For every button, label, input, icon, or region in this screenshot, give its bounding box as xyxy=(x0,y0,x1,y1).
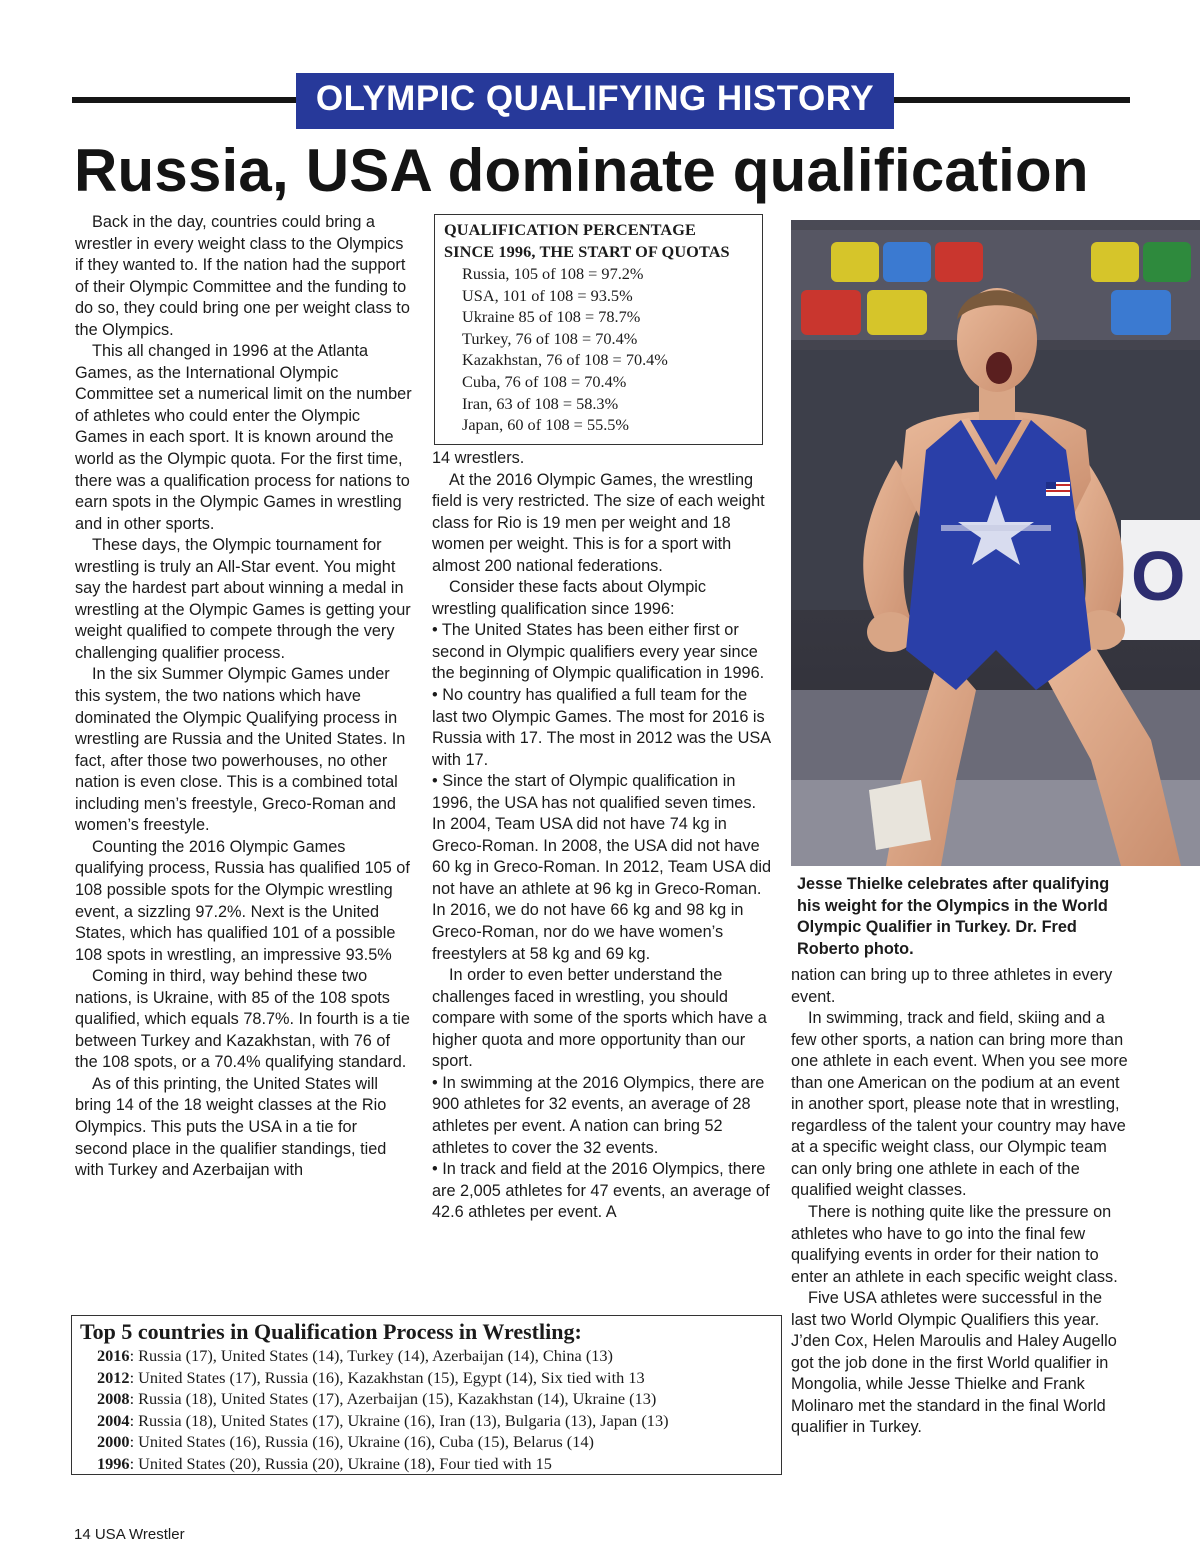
paragraph: Counting the 2016 Olympic Games qualifying process, Russia has qualified 105 of 108 possible spots for the Olympic wrestling event, a sizzling 97.2%. Next is the United States, which has qualified 101 of a possible 108 spots in wrestling, an impressive 93.5% xyxy=(75,837,410,964)
bullet-paragraph: • In swimming at the 2016 Olympics, there are 900 athletes for 32 events, an average of 28 athletes per event. A nation can bring 52 athletes to cover the 32 events. xyxy=(432,1073,765,1157)
qualification-percentage-box xyxy=(434,214,763,445)
top5-row xyxy=(79,1388,781,1410)
top5-year: 1996 xyxy=(97,1453,130,1473)
qual-row: Kazakhstan, 76 of 108 = 70.4% xyxy=(462,350,668,370)
page-footer: 14 USA Wrestler xyxy=(74,1526,185,1543)
top5-countries: : United States (16), Russia (16), Ukraine (16), Cuba (15), Belarus (14) xyxy=(129,1432,594,1452)
qual-row: Iran, 63 of 108 = 58.3% xyxy=(462,393,619,413)
top5-row xyxy=(79,1345,781,1367)
paragraph: These days, the Olympic tournament for wrestling is truly an All-Star event. You might say the hardest part about winning a medal in wrestling at the Olympic Games is getting your weight qualified to compete through the very challenging qualifier process. xyxy=(75,536,411,662)
top5-countries: : United States (17), Russia (16), Kazakhstan (15), Egypt (14), Six tied with 13 xyxy=(129,1367,645,1387)
qual-row: Turkey, 76 of 108 = 70.4% xyxy=(462,328,638,348)
top5-countries: : Russia (17), United States (14), Turkey (14), Azerbaijan (14), China (13) xyxy=(129,1346,613,1365)
top5-year: 2000 xyxy=(97,1432,130,1452)
header-rule-left xyxy=(72,97,300,103)
top5-year: 2004 xyxy=(97,1410,130,1430)
bullet-paragraph: • The United States has been either first or second in Olympic qualifiers every year since the beginning of Olympic qualification in 1996. xyxy=(432,621,765,683)
paragraph: This all changed in 1996 at the Atlanta Games, as the International Olympic Committee set a numerical limit on the number of athletes who could enter the Olympic Games in each sport. It is known around the world as the Olympic quota. For the first time, there was a qualification process for nations to earn spots in the Olympic Games in wrestling and in other sports. xyxy=(75,342,412,533)
bullet-paragraph: • Since the start of Olympic qualification in 1996, the USA has not qualified seven times. In 2004, Team USA did not have 74 kg in Greco-Roman. In 2008, the USA did not have 60 kg in Greco-Roman. In 2012, Team USA did not have an athlete at 96 kg in Greco-Roman. In 2016, we do not have 66 kg and 98 kg in Greco-Roman, nor do we have women’s freestylers at 58 kg and 69 kg. xyxy=(432,772,772,963)
qual-box-title-line1: QUALIFICATION PERCENTAGE xyxy=(444,220,696,239)
header-rule-right xyxy=(894,97,1130,103)
qual-row: USA, 101 of 108 = 93.5% xyxy=(462,285,633,305)
top5-countries: : United States (20), Russia (20), Ukraine (18), Four tied with 15 xyxy=(129,1453,552,1473)
top5-countries: : Russia (18), United States (17), Ukraine (16), Iran (13), Bulgaria (13), Japan (13) xyxy=(129,1410,669,1430)
qual-row: Ukraine 85 of 108 = 78.7% xyxy=(462,307,641,327)
top5-year: 2012 xyxy=(97,1367,130,1387)
svg-text:O: O xyxy=(1131,537,1186,615)
paragraph: In order to even better understand the challenges faced in wrestling, you should compare with some of the sports which have a higher quota and more opportunity than our sport. xyxy=(432,966,767,1071)
top5-countries-box xyxy=(71,1315,782,1475)
qual-row: Japan, 60 of 108 = 55.5% xyxy=(462,415,629,435)
qual-row: Cuba, 76 of 108 = 70.4% xyxy=(462,371,627,391)
top5-row xyxy=(79,1410,781,1432)
top5-countries: : Russia (18), United States (17), Azerbaijan (15), Kazakhstan (14), Ukraine (13) xyxy=(129,1389,657,1409)
paragraph: Back in the day, countries could bring a wrestler in every weight class to the Olympics if they wanted to. If the nation had the support of their Olympic Committee and the funding to do so, they could bring one per weight class to the Olympics. xyxy=(75,213,410,339)
wrestler-photo xyxy=(791,220,1200,866)
top5-row xyxy=(79,1431,781,1453)
paragraph: There is nothing quite like the pressure on athletes who have to go into the final few qualifying events in order for their nation to enter an athlete in each specific weight class. xyxy=(791,1203,1118,1286)
top5-year: 2008 xyxy=(97,1389,130,1409)
paragraph: At the 2016 Olympic Games, the wrestling field is very restricted. The size of each weight class for Rio is 19 men per weight and 18 women per weight. This is for a sport with almost 200 national federations. xyxy=(432,470,765,575)
top5-year: 2016 xyxy=(97,1346,130,1365)
paragraph: In the six Summer Olympic Games under this system, the two nations which have dominated the Olympic Qualifying process in wrestling are Russia and the United States. In fact, after those two powerhouses, no other nation is even close. This is a combined total including men’s freestyle, Greco-Roman and women’s freestyle. xyxy=(75,665,406,835)
paragraph: 14 wrestlers. xyxy=(432,449,525,467)
paragraph: Five USA athletes were successful in the last two World Olympic Qualifiers this year. J’den Cox, Helen Maroulis and Haley Augello got the job done in the first World qualifier in Mongolia, while Jesse Thielke and Frank Molinaro met the standard in the final World qualifier in Turkey. xyxy=(791,1289,1117,1437)
top5-row xyxy=(79,1453,781,1475)
qual-row: Russia, 105 of 108 = 97.2% xyxy=(462,264,644,283)
bullet-paragraph: • In track and field at the 2016 Olympics, there are 2,005 athletes for 47 events, an average of 42.6 athletes per event. A xyxy=(432,1160,770,1222)
paragraph: Consider these facts about Olympic wrestling qualification since 1996: xyxy=(432,578,707,618)
paragraph: nation can bring up to three athletes in every event. xyxy=(791,966,1113,1006)
article-column-2 xyxy=(432,448,772,1224)
photo-caption: Jesse Thielke celebrates after qualifying his weight for the Olympics in the World Olympic Qualifier in Turkey. Dr. Fred Roberto photo. xyxy=(797,875,1110,958)
top5-title: Top 5 countries in Qualification Process in Wrestling: xyxy=(80,1319,582,1344)
paragraph: As of this printing, the United States will bring 14 of the 18 weight classes at the Rio Olympics. This puts the USA in a tie for second place in the qualifier standings, tied with Turkey and Azerbaijan with xyxy=(75,1074,387,1180)
article-column-1 xyxy=(75,212,412,1182)
bullet-paragraph: • No country has qualified a full team for the last two Olympic Games. The most for 2016 is Russia with 17. The most in 2012 was the USA with 17. xyxy=(432,686,771,769)
top5-row xyxy=(79,1367,781,1389)
headline: Russia, USA dominate qualification xyxy=(74,137,1089,204)
paragraph: In swimming, track and field, skiing and a few other sports, a nation can bring more than one athlete in each event. When you see more than one American on the podium at an event in another sport, please note that in wrestling, regardless of the talent your country may have at a specific weight class, our Olympic team can only bring one athlete in each of the qualified weight classes. xyxy=(791,1009,1128,1200)
paragraph: Coming in third, way behind these two nations, is Ukraine, with 85 of the 108 spots qualified, which equals 78.7%. In fourth is a tie between Turkey and Kazakhstan, with 76 of the 108 spots, or a 70.4% qualifying standard. xyxy=(75,967,410,1072)
article-column-3 xyxy=(791,965,1131,1439)
section-banner: OLYMPIC QUALIFYING HISTORY xyxy=(296,73,894,129)
qual-box-title-line2: SINCE 1996, THE START OF QUOTAS xyxy=(444,242,730,261)
